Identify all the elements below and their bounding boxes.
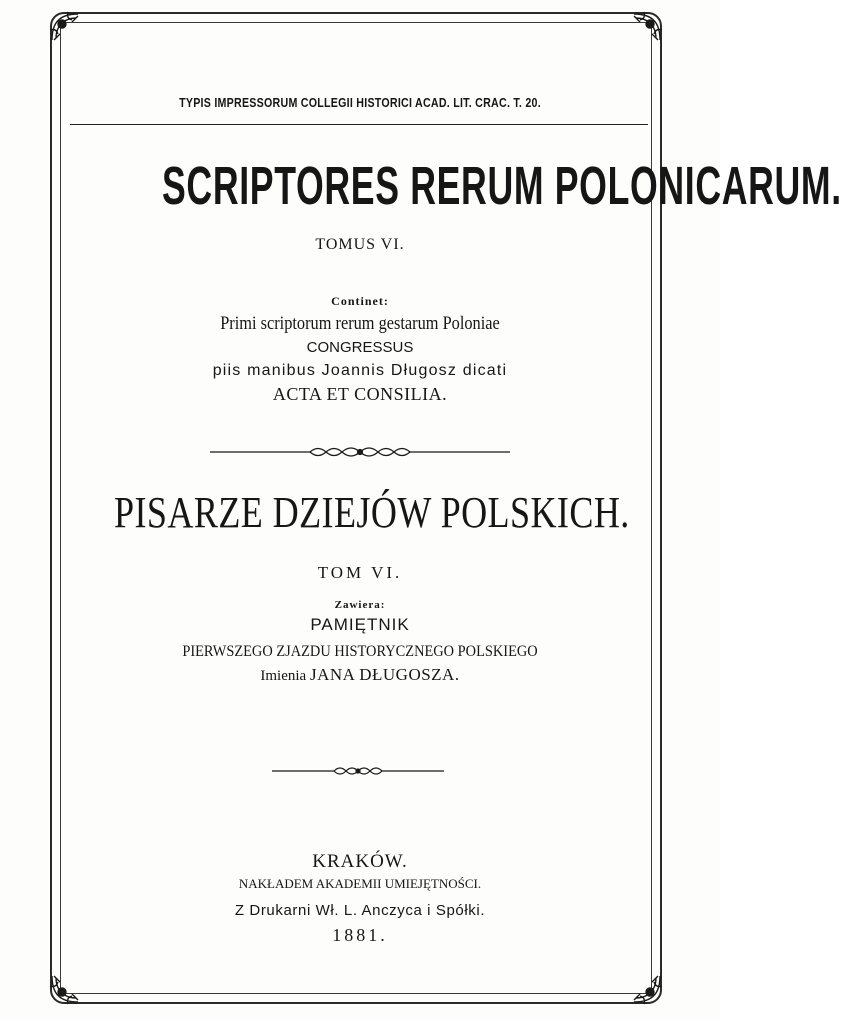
latin-title: SCRIPTORES RERUM POLONICARUM. [161, 156, 842, 216]
corner-ornament-icon [628, 970, 666, 1008]
polish-contents-line-3-prefix: Imienia [260, 668, 307, 684]
imprint-printer: Z Drukarni Wł. L. Anczyca i Spółki. [234, 902, 486, 919]
latin-contents-line-3: piis manibus Joannis Długosz dicati [212, 362, 508, 379]
polish-contents-line-3-name: JANA DŁUGOSZA. [309, 665, 460, 684]
divider-ornament-icon [268, 763, 448, 779]
polish-contents-line-1: PAMIĘTNIK [310, 615, 410, 634]
polish-title: PISARZE DZIEJÓW POLSKICH. [114, 488, 630, 537]
polish-contents-label: Zawiera: [334, 599, 386, 611]
polish-contents-line-3 [60, 665, 660, 685]
latin-contents-line-1: Primi scriptorum rerum gestarum Poloniae [220, 313, 500, 334]
divider-ornament-icon [200, 444, 520, 460]
corner-ornament-icon [46, 8, 84, 46]
series-header: TYPIS IMPRESSORUM COLLEGII HISTORICI ACAD. LIT. CRAC. T. 20. [179, 95, 541, 110]
latin-contents-label: Continet: [331, 294, 389, 308]
corner-ornament-icon [46, 970, 84, 1008]
polish-volume: TOM VI. [317, 563, 403, 582]
corner-ornament-icon [628, 8, 666, 46]
imprint-publisher: NAKŁADEM AKADEMII UMIEJĘTNOŚCI. [238, 876, 482, 891]
latin-contents-line-4: ACTA ET CONSILIA. [272, 384, 448, 404]
polish-contents-line-2: PIERWSZEGO ZJAZDU HISTORYCZNEGO POLSKIEGO [182, 643, 538, 660]
header-rule [70, 124, 648, 125]
imprint-year: 1881. [332, 925, 388, 945]
latin-contents-line-2: CONGRESSUS [306, 339, 414, 356]
latin-volume: TOMUS VI. [315, 236, 405, 253]
imprint-city: KRAKÓW. [312, 851, 408, 872]
